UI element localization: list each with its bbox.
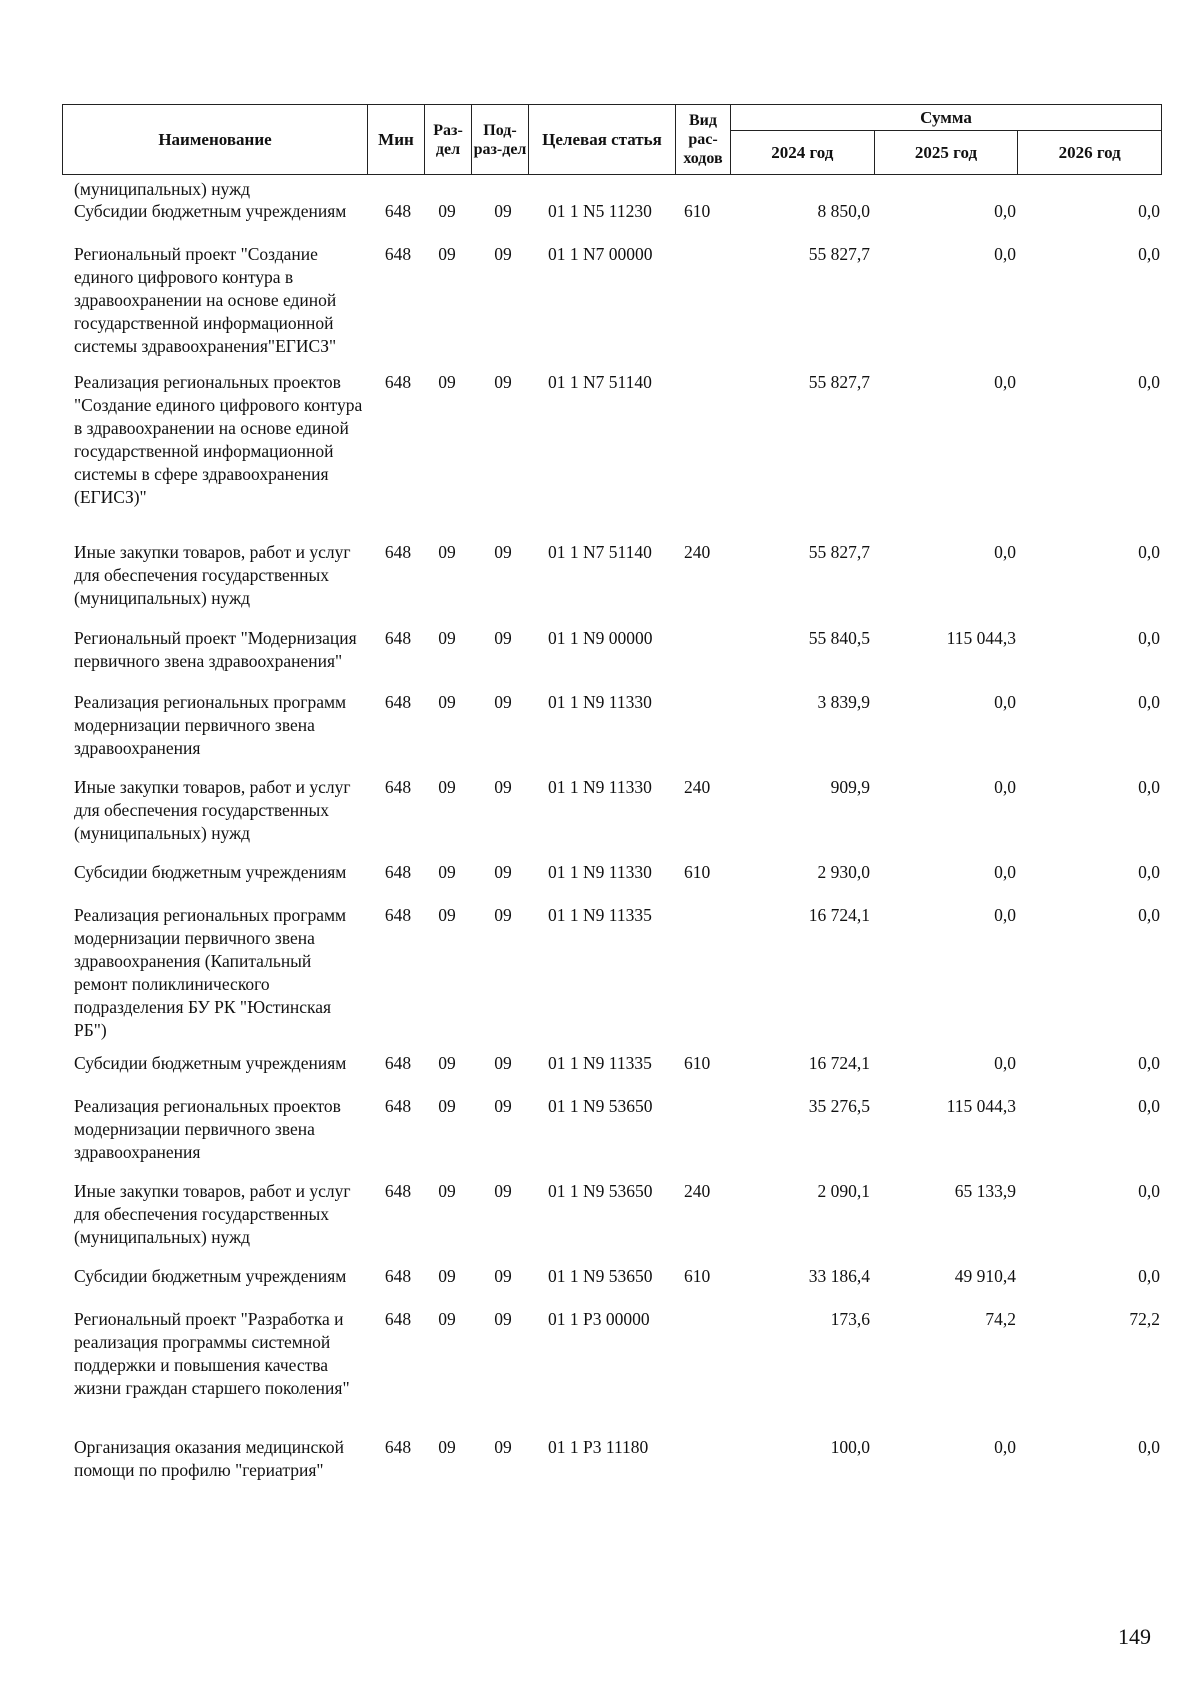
cell-razdel: 09 bbox=[438, 692, 456, 712]
cell-y2025: 65 133,9 bbox=[954, 1181, 1016, 1201]
cell-celevaya: 01 1 N7 51140 bbox=[548, 542, 652, 562]
cell-min: 648 bbox=[384, 777, 412, 797]
cell-name: Субсидии бюджетным учреждениям bbox=[74, 1266, 347, 1286]
cell-min: 648 bbox=[384, 1053, 412, 1073]
cell-razdel: 09 bbox=[438, 244, 456, 264]
cell-y2025: 115 044,3 bbox=[946, 1096, 1016, 1116]
cell-razdel: 09 bbox=[438, 542, 456, 562]
cell-y2025: 0,0 bbox=[994, 201, 1016, 221]
cell-min: 648 bbox=[384, 1181, 412, 1201]
cell-vid: 240 bbox=[684, 777, 711, 797]
page-number: 149 bbox=[1118, 1624, 1151, 1649]
cell-name: Региональный проект "Модернизация первичного звена здравоохранения" bbox=[74, 628, 357, 671]
header-name: Наименование bbox=[63, 105, 368, 175]
cell-razdel: 09 bbox=[438, 862, 456, 882]
cell-min: 648 bbox=[384, 628, 412, 648]
cell-y2025: 115 044,3 bbox=[946, 628, 1016, 648]
cell-celevaya: 01 1 N7 51140 bbox=[548, 372, 652, 392]
cell-y2026: 72,2 bbox=[1129, 1309, 1160, 1329]
cell-y2026: 0,0 bbox=[1138, 244, 1160, 264]
cell-vid: 240 bbox=[684, 542, 711, 562]
cell-y2026: 0,0 bbox=[1138, 1181, 1160, 1201]
header-year-2026: 2026 год bbox=[1018, 131, 1162, 175]
cell-razdel: 09 bbox=[438, 1053, 456, 1073]
cell-vid: 610 bbox=[684, 1266, 711, 1286]
cell-y2025: 0,0 bbox=[994, 777, 1016, 797]
cell-razdel: 09 bbox=[438, 1309, 456, 1329]
cell-name: Реализация региональных программ модернизации первичного звена здравоохранения (Капитальный ремонт поликлинического подразделения БУ РК "Юстинская РБ") bbox=[74, 905, 347, 1040]
cell-razdel: 09 bbox=[438, 1096, 456, 1116]
cell-y2025: 0,0 bbox=[994, 1437, 1016, 1457]
cell-y2026: 0,0 bbox=[1138, 201, 1160, 221]
cell-name: Субсидии бюджетным учреждениям bbox=[74, 201, 347, 221]
cell-y2025: 0,0 bbox=[994, 692, 1016, 712]
cell-razdel: 09 bbox=[438, 1266, 456, 1286]
cell-y2026: 0,0 bbox=[1138, 542, 1160, 562]
cell-podrazdel: 09 bbox=[494, 862, 512, 882]
cell-name: (муниципальных) нужд bbox=[74, 179, 251, 199]
cell-y2024: 55 827,7 bbox=[808, 542, 870, 562]
cell-celevaya: 01 1 N9 11335 bbox=[548, 905, 652, 925]
cell-vid: 240 bbox=[684, 1181, 711, 1201]
cell-celevaya: 01 1 N5 11230 bbox=[548, 201, 652, 221]
cell-razdel: 09 bbox=[438, 1437, 456, 1457]
cell-name: Организация оказания медицинской помощи по профилю "гериатрия" bbox=[74, 1437, 344, 1480]
cell-podrazdel: 09 bbox=[494, 542, 512, 562]
cell-celevaya: 01 1 N9 11330 bbox=[548, 777, 652, 797]
cell-y2024: 3 839,9 bbox=[817, 692, 870, 712]
cell-celevaya: 01 1 P3 00000 bbox=[548, 1309, 650, 1329]
cell-min: 648 bbox=[384, 1096, 412, 1116]
cell-y2024: 8 850,0 bbox=[817, 201, 870, 221]
cell-min: 648 bbox=[384, 1309, 412, 1329]
cell-y2025: 74,2 bbox=[985, 1309, 1016, 1329]
cell-y2025: 0,0 bbox=[994, 372, 1016, 392]
cell-y2024: 35 276,5 bbox=[808, 1096, 870, 1116]
cell-y2025: 0,0 bbox=[994, 542, 1016, 562]
cell-y2026: 0,0 bbox=[1138, 372, 1160, 392]
header-celevaya-statya: Целевая статья bbox=[529, 105, 676, 175]
cell-min: 648 bbox=[384, 862, 412, 882]
cell-podrazdel: 09 bbox=[494, 905, 512, 925]
cell-y2024: 33 186,4 bbox=[808, 1266, 870, 1286]
cell-name: Реализация региональных проектов "Создание единого цифрового контура в здравоохранении на основе единой государственной информационной системы в сфере здравоохранения (ЕГИСЗ)" bbox=[74, 372, 363, 507]
cell-y2025: 0,0 bbox=[994, 244, 1016, 264]
cell-razdel: 09 bbox=[438, 1181, 456, 1201]
cell-podrazdel: 09 bbox=[494, 372, 512, 392]
cell-y2026: 0,0 bbox=[1138, 862, 1160, 882]
cell-razdel: 09 bbox=[438, 201, 456, 221]
cell-y2024: 55 827,7 bbox=[808, 244, 870, 264]
header-razdel: Раз-дел bbox=[425, 105, 472, 175]
cell-y2024: 55 827,7 bbox=[808, 372, 870, 392]
cell-y2024: 2 930,0 bbox=[817, 862, 870, 882]
cell-podrazdel: 09 bbox=[494, 201, 512, 221]
cell-name: Субсидии бюджетным учреждениям bbox=[74, 1053, 347, 1073]
cell-y2025: 0,0 bbox=[994, 905, 1016, 925]
cell-podrazdel: 09 bbox=[494, 1309, 512, 1329]
cell-razdel: 09 bbox=[438, 372, 456, 392]
cell-min: 648 bbox=[384, 692, 412, 712]
cell-podrazdel: 09 bbox=[494, 1437, 512, 1457]
cell-y2026: 0,0 bbox=[1138, 1266, 1160, 1286]
cell-name: Иные закупки товаров, работ и услуг для обеспечения государственных (муниципальных) нужд bbox=[74, 1181, 351, 1247]
cell-name: Реализация региональных программ модернизации первичного звена здравоохранения bbox=[74, 692, 347, 758]
cell-celevaya: 01 1 N9 11330 bbox=[548, 862, 652, 882]
cell-razdel: 09 bbox=[438, 628, 456, 648]
header-min: Мин bbox=[368, 105, 425, 175]
cell-y2026: 0,0 bbox=[1138, 1437, 1160, 1457]
cell-min: 648 bbox=[384, 244, 412, 264]
cell-y2025: 0,0 bbox=[994, 1053, 1016, 1073]
cell-y2025: 49 910,4 bbox=[954, 1266, 1016, 1286]
cell-y2024: 100,0 bbox=[830, 1437, 870, 1457]
cell-vid: 610 bbox=[684, 201, 711, 221]
cell-podrazdel: 09 bbox=[494, 777, 512, 797]
cell-celevaya: 01 1 N9 11330 bbox=[548, 692, 652, 712]
cell-podrazdel: 09 bbox=[494, 244, 512, 264]
cell-y2024: 909,9 bbox=[830, 777, 870, 797]
cell-y2025: 0,0 bbox=[994, 862, 1016, 882]
cell-min: 648 bbox=[384, 542, 412, 562]
cell-min: 648 bbox=[384, 372, 412, 392]
cell-podrazdel: 09 bbox=[494, 692, 512, 712]
cell-vid: 610 bbox=[684, 862, 711, 882]
cell-y2026: 0,0 bbox=[1138, 1096, 1160, 1116]
cell-name: Реализация региональных проектов модернизации первичного звена здравоохранения bbox=[74, 1096, 341, 1162]
cell-y2026: 0,0 bbox=[1138, 628, 1160, 648]
cell-podrazdel: 09 bbox=[494, 1266, 512, 1286]
cell-celevaya: 01 1 N9 53650 bbox=[548, 1181, 653, 1201]
cell-y2026: 0,0 bbox=[1138, 692, 1160, 712]
cell-podrazdel: 09 bbox=[494, 1053, 512, 1073]
cell-podrazdel: 09 bbox=[494, 1181, 512, 1201]
cell-min: 648 bbox=[384, 1437, 412, 1457]
cell-celevaya: 01 1 N9 11335 bbox=[548, 1053, 652, 1073]
header-year-2025: 2025 год bbox=[874, 131, 1018, 175]
cell-y2024: 55 840,5 bbox=[808, 628, 870, 648]
cell-podrazdel: 09 bbox=[494, 628, 512, 648]
cell-y2026: 0,0 bbox=[1138, 777, 1160, 797]
cell-name: Региональный проект "Создание единого цифрового контура в здравоохранении на основе единой государственной информационной системы здравоохранения"ЕГИСЗ" bbox=[74, 244, 337, 356]
cell-podrazdel: 09 bbox=[494, 1096, 512, 1116]
cell-y2024: 173,6 bbox=[830, 1309, 870, 1329]
header-podrazdel: Под-раз-дел bbox=[472, 105, 529, 175]
cell-razdel: 09 bbox=[438, 777, 456, 797]
cell-celevaya: 01 1 N9 00000 bbox=[548, 628, 653, 648]
cell-y2024: 16 724,1 bbox=[808, 905, 870, 925]
header-year-2024: 2024 год bbox=[731, 131, 875, 175]
cell-y2026: 0,0 bbox=[1138, 905, 1160, 925]
cell-name: Субсидии бюджетным учреждениям bbox=[74, 862, 347, 882]
cell-min: 648 bbox=[384, 905, 412, 925]
cell-min: 648 bbox=[384, 1266, 412, 1286]
cell-y2026: 0,0 bbox=[1138, 1053, 1160, 1073]
cell-name: Региональный проект "Разработка и реализация программы системной поддержки и повышения качества жизни граждан старшего поколения" bbox=[74, 1309, 350, 1398]
cell-celevaya: 01 1 N9 53650 bbox=[548, 1096, 653, 1116]
cell-y2024: 16 724,1 bbox=[808, 1053, 870, 1073]
cell-y2024: 2 090,1 bbox=[817, 1181, 870, 1201]
cell-celevaya: 01 1 N9 53650 bbox=[548, 1266, 653, 1286]
cell-razdel: 09 bbox=[438, 905, 456, 925]
cell-celevaya: 01 1 P3 11180 bbox=[548, 1437, 649, 1457]
header-summa: Сумма bbox=[731, 105, 1162, 131]
header-vid-rashodov: Вид рас-ходов bbox=[676, 105, 731, 175]
cell-name: Иные закупки товаров, работ и услуг для обеспечения государственных (муниципальных) нужд bbox=[74, 777, 351, 843]
cell-name: Иные закупки товаров, работ и услуг для обеспечения государственных (муниципальных) нужд bbox=[74, 542, 351, 608]
cell-min: 648 bbox=[384, 201, 412, 221]
cell-vid: 610 bbox=[684, 1053, 711, 1073]
cell-celevaya: 01 1 N7 00000 bbox=[548, 244, 653, 264]
